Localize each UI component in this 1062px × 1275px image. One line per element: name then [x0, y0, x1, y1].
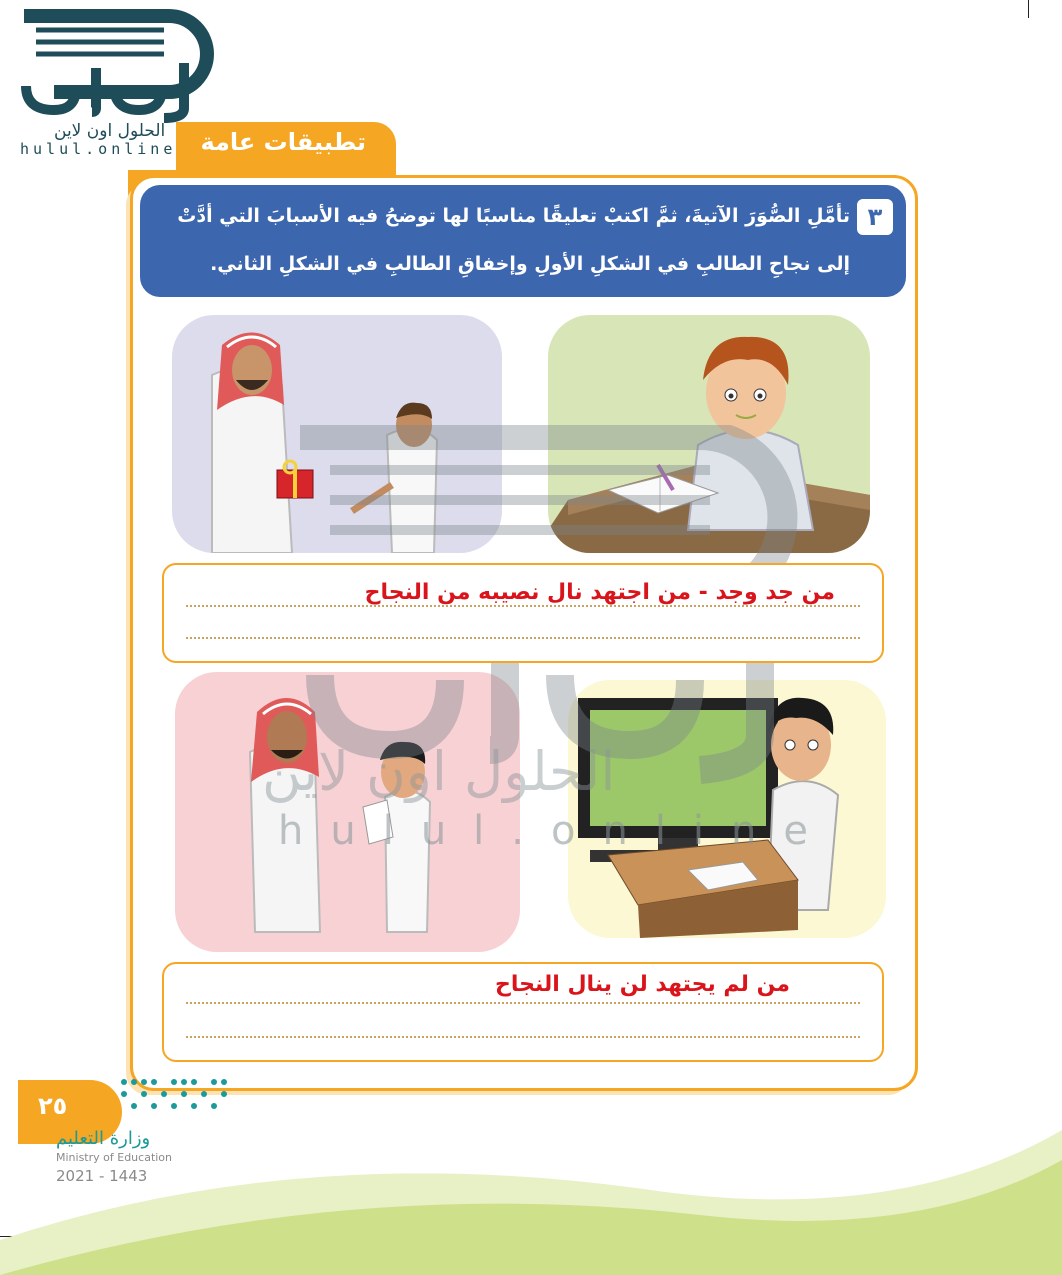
- ministry-logo-dots-icon: [118, 1076, 238, 1116]
- watermark-latin-text: hulul.online: [278, 808, 836, 854]
- question-text: تأمَّلِ الصُّوَرَ الآتيةَ، ثمَّ اكتبْ تعليقًا مناسبًا لها توضحُ فيه الأسبابَ التي أدَّتْ إلى نجاحِ الطالبِ في الشكلِ الأولِ وإخفاقِ الطالبِ في الشكلِ الثاني.: [177, 205, 850, 275]
- footer-wave-decoration: [0, 1120, 1062, 1275]
- academic-year: 2021 - 1443: [56, 1167, 148, 1185]
- watermark-arabic-text: الحلول اون لاين: [262, 740, 616, 803]
- answer-text-1: من جد وجد - من اجتهد نال نصيبه من النجاح: [364, 580, 835, 605]
- answer-line: [186, 637, 860, 639]
- answer-line: [186, 605, 860, 607]
- answer-line: [186, 1002, 860, 1004]
- page-number: ٢٥: [38, 1092, 68, 1120]
- answer-text-2: من لم يجتهد لن ينال النجاح: [495, 972, 790, 997]
- logo-latin-text: hulul.online: [20, 140, 177, 158]
- crop-mark: [1028, 0, 1029, 18]
- ministry-name-english: Ministry of Education: [56, 1151, 173, 1164]
- answer-box-1[interactable]: [162, 563, 884, 663]
- question-number: ٣: [857, 199, 893, 235]
- ministry-name-arabic: وزارة التعليم: [56, 1128, 151, 1149]
- logo-mark-icon: [14, 8, 214, 138]
- section-title: تطبيقات عامة: [200, 128, 366, 156]
- logo-arabic-text: الحلول اون لاين: [54, 121, 166, 141]
- answer-line: [186, 1036, 860, 1038]
